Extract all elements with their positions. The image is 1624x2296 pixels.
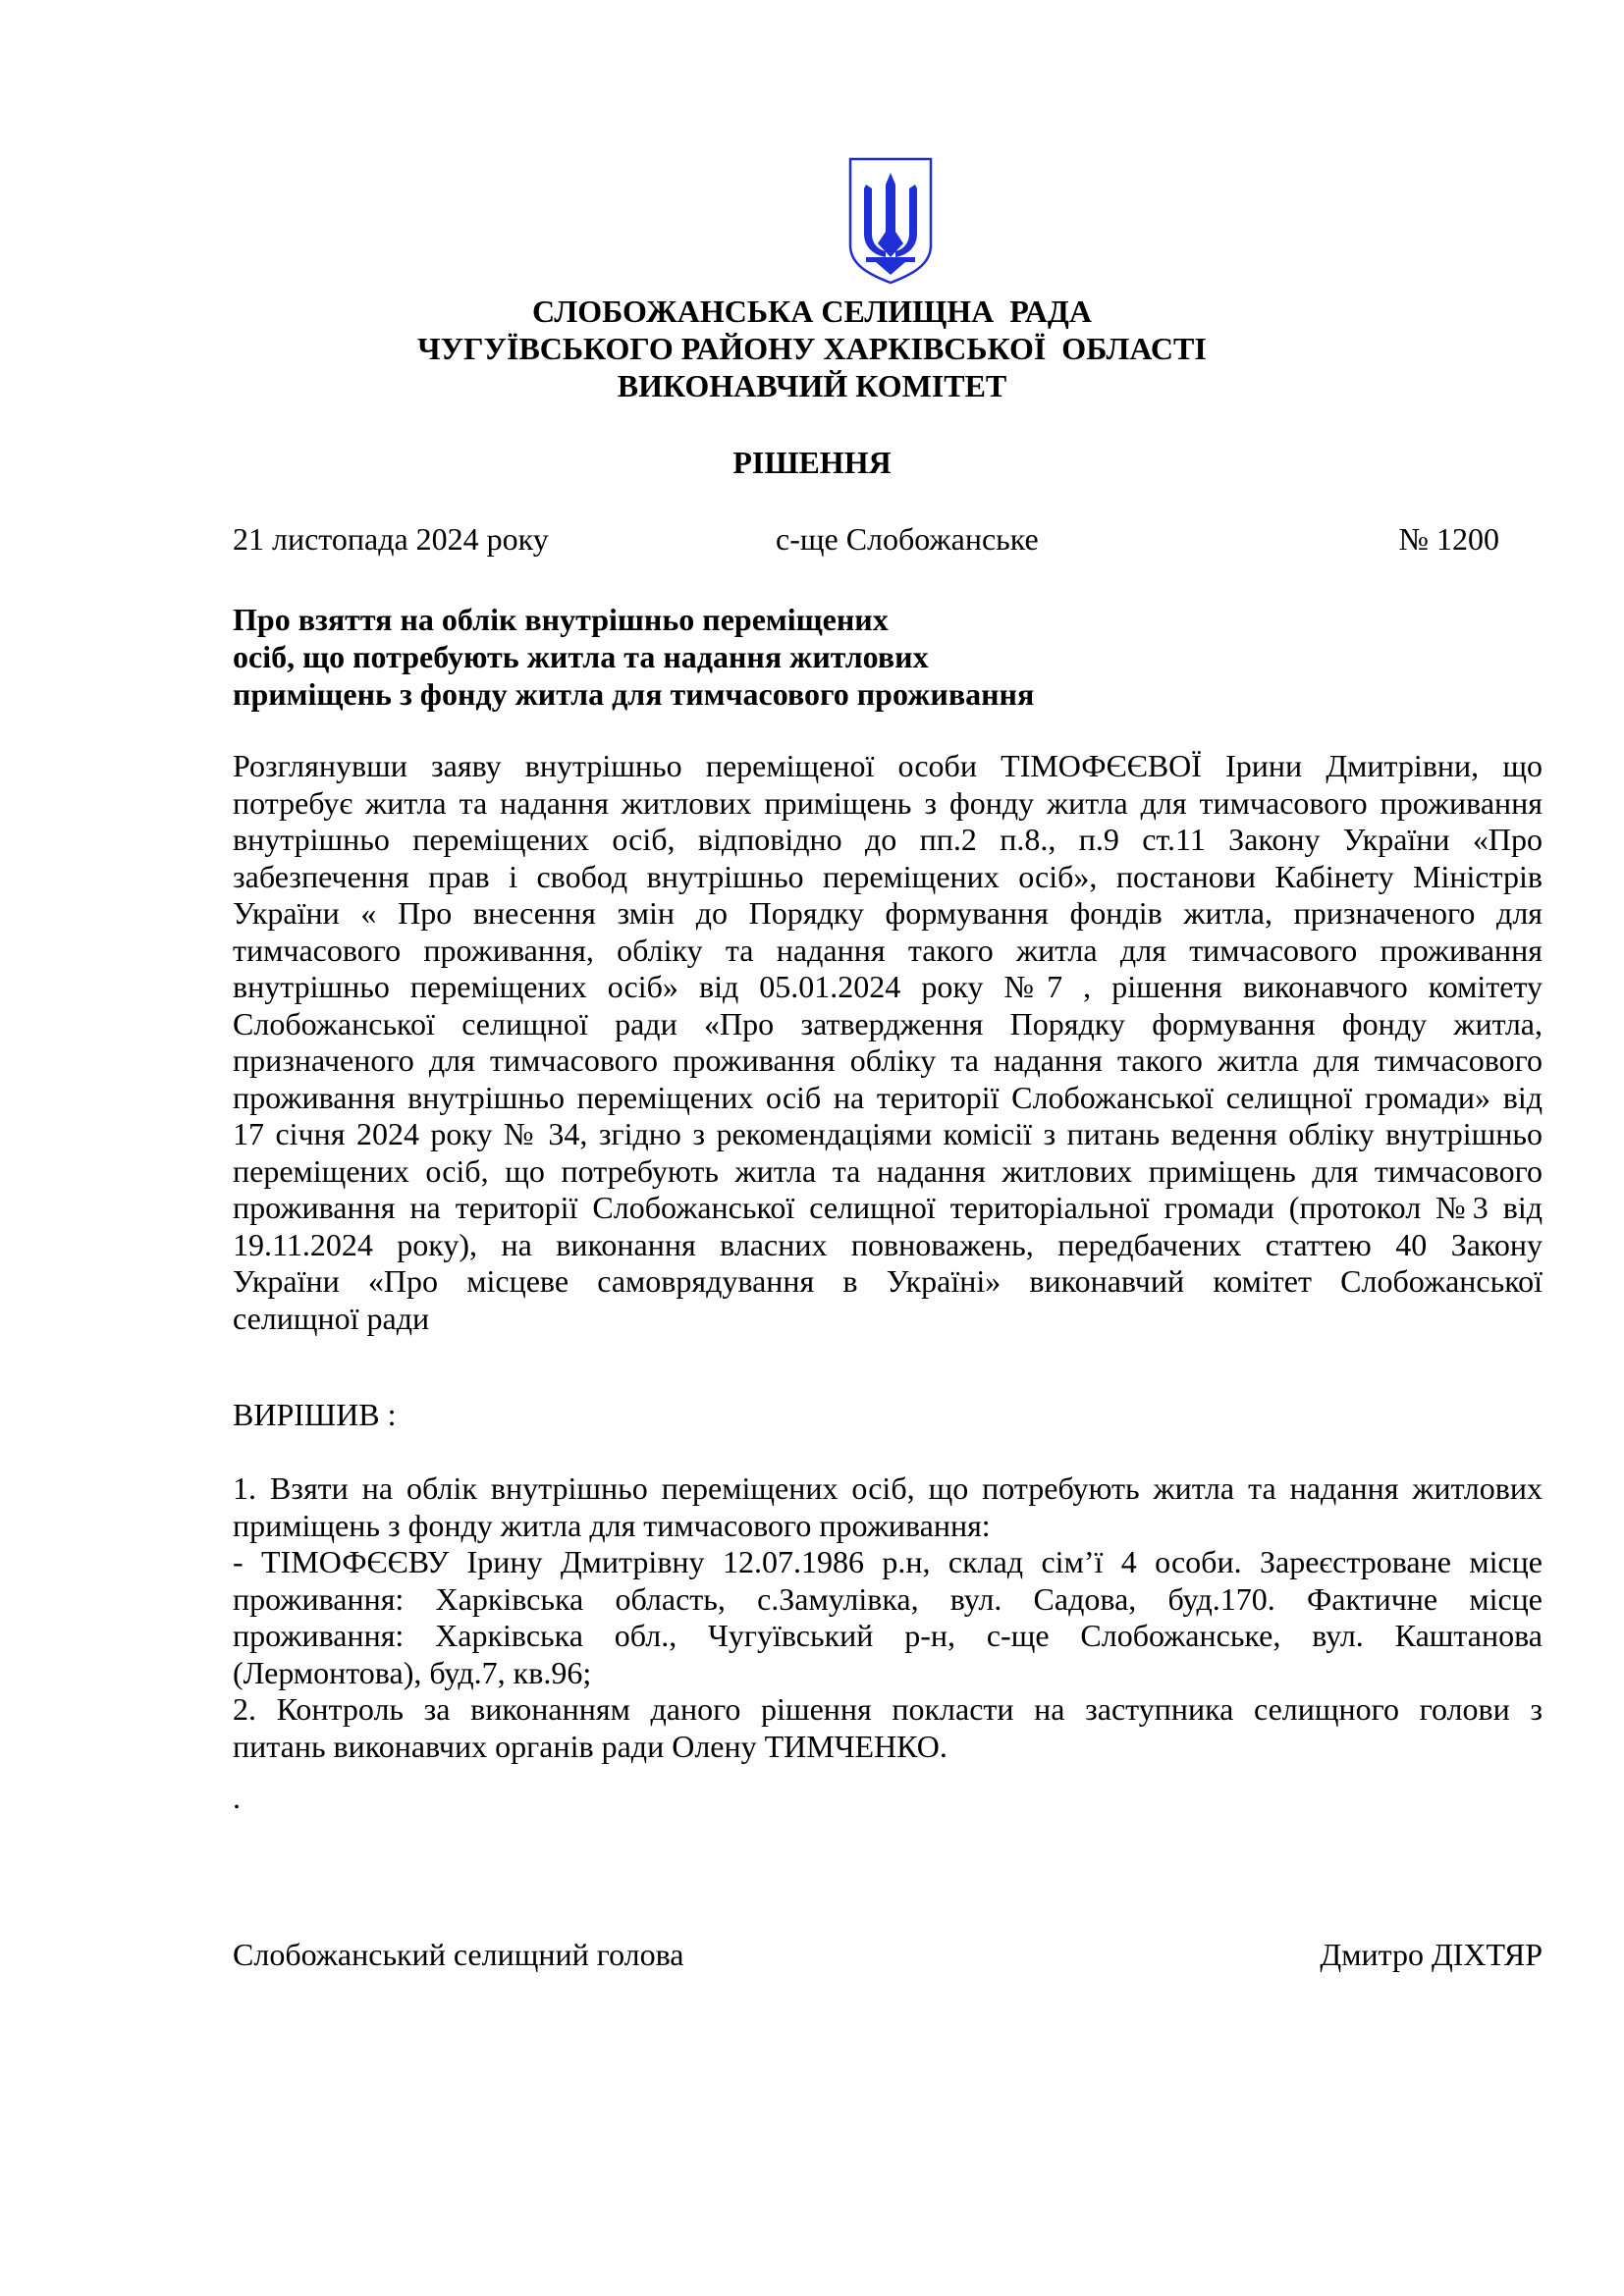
preamble-line: Розглянувши заяву внутрішньо переміщеної особи ТІМОФЄЄВОЇ Ірини Дмитрівни, що: [233, 748, 1543, 783]
subject-line: Про взяття на облік внутрішньо переміщених: [233, 602, 889, 637]
preamble-line: забезпечення прав і свобод внутрішньо переміщених осіб», постанови Кабінету Міністрів: [233, 858, 1543, 894]
preamble-line: тимчасового проживання, обліку та надання такого житла для тимчасового проживання: [233, 932, 1543, 968]
preamble-paragraph: [233, 748, 1543, 1337]
resolution-line: - ТІМОФЄЄВУ Ірину Дмитрівну 12.07.1986 р.н, склад сім’ї 4 особи. Зареєстроване місце: [233, 1544, 1543, 1579]
preamble-line: Слобожанської селищної ради «Про затвердження Порядку формування фонду житла,: [233, 1005, 1543, 1041]
preamble-line: проживання на території Слобожанської селищної територіальної громади (протокол №3 від: [233, 1190, 1543, 1225]
resolve-label: ВИРІШИВ :: [233, 1397, 397, 1432]
resolution-line: питань виконавчих органів ради Олену ТИМЧЕНКО.: [233, 1728, 947, 1764]
preamble-line: переміщених осіб, що потребують житла та надання житлових приміщень для тимчасового: [233, 1152, 1543, 1189]
preamble-line: проживання внутрішньо переміщених осіб на території Слобожанської селищної громади» від: [233, 1079, 1543, 1115]
signature-row: [233, 1936, 1543, 1975]
document-number: № 1200: [1398, 521, 1499, 557]
preamble-line: селищної ради: [233, 1300, 430, 1336]
preamble-line: призначеного для тимчасового проживання обліку та надання такого житла для тимчасового: [233, 1042, 1543, 1078]
preamble-line: 17 січня 2024 року № 34, згідно з рекомендаціями комісії з питань ведення обліку внутрішньо: [233, 1116, 1543, 1151]
document-date: 21 листопада 2024 року: [233, 521, 549, 557]
preamble-line: внутрішньо переміщених осіб» від 05.01.2024 року №7 , рішення виконавчого комітету: [233, 969, 1543, 1004]
trident-coat-of-arms-icon: [846, 155, 935, 285]
document-place: с-ще Слобожанське: [776, 521, 1039, 557]
preamble-line: 19.11.2024 року), на виконання власних повноважень, передбачених статтею 40 Закону: [233, 1226, 1543, 1262]
preamble-line: України «Про місцеве самоврядування в Україні» виконавчий комітет Слобожанської: [233, 1263, 1543, 1299]
resolution-line: проживання: Харківська обл., Чугуївський р-н, с-ще Слобожанське, вул. Каштанова: [233, 1618, 1543, 1653]
resolution-line: 1. Взяти на облік внутрішньо переміщених осіб, що потребують житла та надання житлових: [233, 1470, 1543, 1506]
subject-line: осіб, що потребують житла та надання житлових: [233, 639, 929, 674]
signatory-name: Дмитро ДІХТЯР: [1320, 1937, 1543, 1972]
resolution-paragraphs: [233, 1470, 1543, 1765]
preamble-line: потребує житла та надання житлових приміщень з фонду житла для тимчасового проживання: [233, 784, 1543, 821]
signatory-title: Слобожанський селищний голова: [233, 1937, 684, 1972]
resolution-line: проживання: Харківська область, с.Замулівка, вул. Садова, буд.170. Фактичне місце: [233, 1580, 1543, 1617]
document-meta-row: [233, 520, 1499, 560]
resolution-line: приміщень з фонду житла для тимчасового проживання:: [233, 1507, 991, 1543]
resolution-line: (Лермонтова), буд.7, кв.96;: [233, 1654, 592, 1690]
executive-committee: ВИКОНАВЧИЙ КОМІТЕТ: [617, 368, 1007, 403]
organization-header: [196, 293, 1428, 404]
subject-heading: [233, 601, 1215, 713]
document-type-title: РІШЕННЯ: [732, 445, 892, 480]
trailing-dot: .: [233, 1780, 241, 1815]
preamble-line: України « Про внесення змін до Порядку формування фондів житла, призначеного для: [233, 895, 1543, 931]
resolution-line: 2. Контроль за виконанням даного рішення покласти на заступника селищного голови з: [233, 1691, 1543, 1727]
district-region: ЧУГУЇВСЬКОГО РАЙОНУ ХАРКІВСЬКОЇ ОБЛАСТІ: [417, 331, 1207, 366]
subject-line: приміщень з фонду житла для тимчасового проживання: [233, 676, 1035, 712]
organization-name: СЛОБОЖАНСЬКА СЕЛИЩНА РАДА: [532, 294, 1092, 329]
preamble-line: внутрішньо переміщених осіб, відповідно до пп.2 п.8., п.9 ст.11 Закону України «Про: [233, 822, 1543, 857]
